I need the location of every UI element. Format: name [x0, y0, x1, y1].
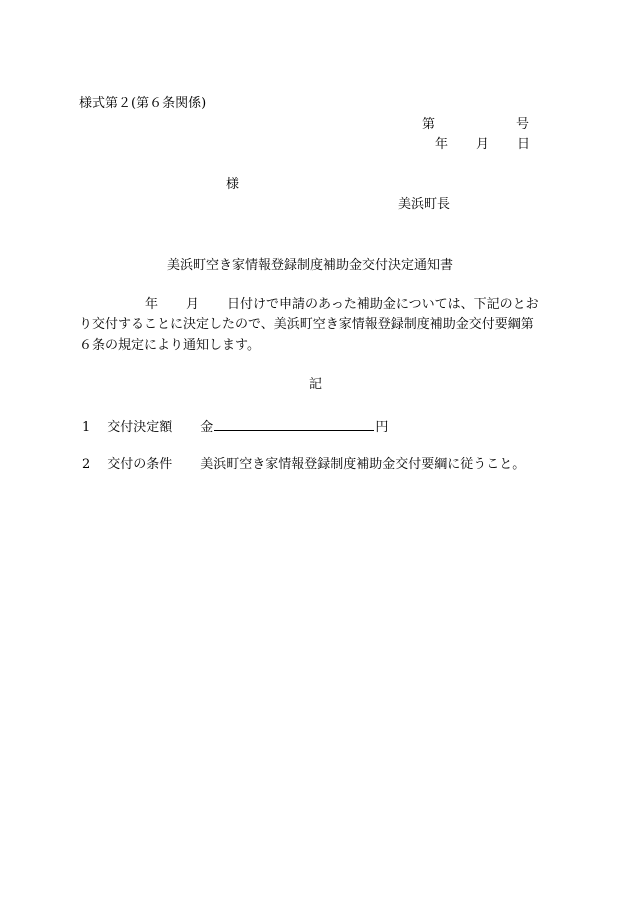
body-year: 年	[145, 297, 159, 312]
item-2-value: 美浜町空き家情報登録制度補助金交付要綱に従うこと。	[200, 457, 526, 472]
body-line-2: り交付することに決定したので、美浜町空き家情報登録制度補助金交付要綱第	[79, 317, 534, 332]
item-1-prefix: 金	[200, 420, 214, 435]
addressee-suffix: 様	[226, 177, 240, 192]
issue-date	[435, 138, 530, 151]
item-2-number: 2	[82, 457, 91, 472]
number-suffix: 号	[516, 117, 530, 132]
item-2-label: 交付の条件	[107, 457, 173, 472]
sender-name: 美浜町長	[398, 197, 451, 212]
number-prefix: 第	[422, 117, 436, 132]
item-1-number: 1	[82, 420, 91, 435]
ki-heading: 記	[309, 377, 323, 392]
body-line-1	[79, 298, 539, 311]
body-month: 月	[186, 297, 200, 312]
item-1	[82, 418, 388, 434]
document-title: 美浜町空き家情報登録制度補助金交付決定通知書	[167, 258, 454, 273]
date-day: 日	[517, 137, 531, 152]
item-1-suffix: 円	[375, 420, 389, 435]
body-line-3: ６条の規定により通知します。	[79, 338, 260, 353]
date-year: 年	[435, 137, 449, 152]
amount-blank-line	[214, 418, 374, 431]
item-2	[82, 458, 525, 471]
document-number	[422, 118, 529, 131]
form-label: 様式第２(第６条関係)	[79, 96, 207, 111]
date-month: 月	[476, 137, 490, 152]
item-1-label: 交付決定額	[107, 420, 173, 435]
body-line-1-text: 日付けで申請のあった補助金については、下記のとお	[227, 297, 539, 312]
